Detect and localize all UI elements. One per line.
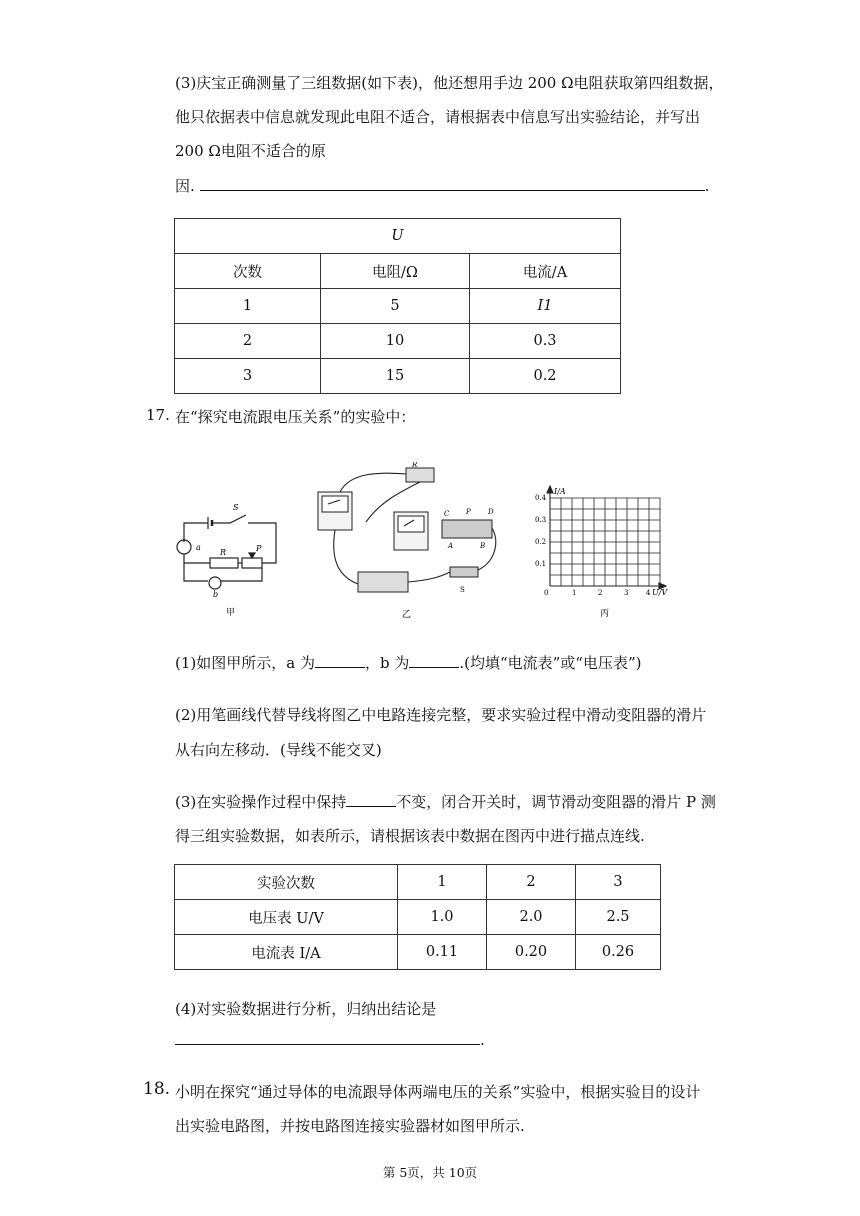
label-s: S xyxy=(460,586,465,594)
table-cell: 2 xyxy=(175,324,321,359)
table-row-label: 电压表 U/V xyxy=(175,900,398,935)
q17-part1 xyxy=(175,652,642,673)
label-p: P xyxy=(466,508,471,516)
q16-part3-answer-line xyxy=(175,175,709,196)
table-col-header: 2 xyxy=(487,865,576,900)
x-tick-label: 1 xyxy=(572,589,577,597)
table-cell: 2.5 xyxy=(576,900,661,935)
question-number-17: 17. xyxy=(146,406,170,424)
q17-part4: (4)对实验数据进行分析，归纳出结论是 xyxy=(175,1000,437,1018)
blank-b[interactable] xyxy=(409,653,459,668)
q16-part3-line1: (3)庆宝正确测量了三组数据(如下表)，他还想用手边 200 Ω电阻获取第四组数据， xyxy=(175,74,724,92)
figure-label-jia: 甲 xyxy=(226,608,236,618)
table-cell: 2.0 xyxy=(487,900,576,935)
q18-line2: 出实验电路图，并按电路图连接实验器材如图甲所示. xyxy=(175,1117,525,1135)
q16-part3-line3: 200 Ω电阻不适合的原 xyxy=(175,142,326,160)
label-r: R xyxy=(220,548,227,557)
table-cell: 0.26 xyxy=(576,935,661,970)
q17-part1-text-c: .(均填“电流表”或“电压表”) xyxy=(459,654,642,672)
table-header-u: U xyxy=(175,219,621,254)
x-tick-label: 3 xyxy=(624,589,629,597)
conclusion-end: . xyxy=(480,1031,485,1049)
label-p: P xyxy=(256,544,262,553)
x-tick-label: 2 xyxy=(598,589,603,597)
table-col-header: 1 xyxy=(398,865,487,900)
blank-a[interactable] xyxy=(315,653,365,668)
y-tick-label: 0.2 xyxy=(535,538,547,546)
label-s: S xyxy=(233,503,239,512)
label-r: R xyxy=(412,462,418,469)
q17-part4-answer-line xyxy=(175,1030,485,1049)
label-a-terminal: A xyxy=(448,542,454,550)
table-cell: 10 xyxy=(321,324,470,359)
y-tick-label: 0.4 xyxy=(535,494,547,502)
blank-constant[interactable] xyxy=(346,792,396,807)
resistance-current-table xyxy=(174,218,621,394)
table-cell: 5 xyxy=(321,289,470,324)
q17-part1-text-b: ，b 为 xyxy=(364,654,410,672)
q17-part1-text-a: (1)如图甲所示，a 为 xyxy=(175,654,315,672)
y-tick-label: 0.1 xyxy=(535,560,547,568)
label-d: D xyxy=(488,508,494,516)
x-tick-label: 0 xyxy=(544,589,549,597)
q17-part2-line1: (2)用笔画线代替导线将图乙中电路连接完整，要求实验过程中滑动变阻器的滑片 xyxy=(175,706,707,724)
q17-part3-text-a: (3)在实验操作过程中保持 xyxy=(175,793,347,811)
label-b: b xyxy=(213,590,219,599)
q18-line1: 小明在探究“通过导体的电流跟导体两端电压的关系”实验中，根据实验目的设计 xyxy=(175,1083,701,1101)
table-col-header: 3 xyxy=(576,865,661,900)
table-cell: 0.3 xyxy=(470,324,621,359)
table-cell: 1.0 xyxy=(398,900,487,935)
circuit-diagram-jia xyxy=(170,495,280,620)
apparatus-figure-yi xyxy=(310,462,510,620)
table-row-label: 电流表 I/A xyxy=(175,935,398,970)
table-cell: 3 xyxy=(175,359,321,394)
table-col-header: 实验次数 xyxy=(175,865,398,900)
q17-part3-line2: 得三组实验数据，如表所示，请根据该表中数据在图丙中进行描点连线. xyxy=(175,827,645,845)
q17-part3-text-b: 不变，闭合开关时，调节滑动变阻器的滑片 P 测 xyxy=(396,793,716,811)
label-b-terminal: B xyxy=(480,542,486,550)
question-number-18: 18. xyxy=(143,1079,171,1099)
voltage-current-table xyxy=(174,864,661,970)
q17-stem: 在“探究电流跟电压关系”的实验中： xyxy=(175,408,416,426)
q16-part3-line2: 他只依据表中信息就发现此电阻不适合，请根据表中信息写出实验结论，并写出 xyxy=(175,108,701,126)
label-c: C xyxy=(444,510,450,518)
q17-part2-line2: 从右向左移动．(导线不能交叉) xyxy=(175,741,382,759)
figure-label-yi: 乙 xyxy=(402,610,412,620)
label-a: a xyxy=(196,543,201,552)
x-tick-label: 4 xyxy=(646,589,651,597)
x-axis-label: U/V xyxy=(652,588,668,597)
answer-blank[interactable] xyxy=(200,176,705,191)
table-cell: 0.20 xyxy=(487,935,576,970)
q17-part3-line1 xyxy=(175,791,716,812)
graph-bing xyxy=(530,482,680,622)
table-col-header: 电流/A xyxy=(470,254,621,289)
answer-prefix: 因. xyxy=(175,177,195,195)
table-cell: 0.11 xyxy=(398,935,487,970)
answer-suffix: . xyxy=(704,177,710,195)
table-col-header: 电阻/Ω xyxy=(321,254,470,289)
y-tick-label: 0.3 xyxy=(535,516,547,524)
table-cell: 0.2 xyxy=(470,359,621,394)
page-footer: 第 5页，共 10页 xyxy=(382,1165,478,1180)
table-col-header: 次数 xyxy=(175,254,321,289)
y-axis-label: I/A xyxy=(554,487,566,496)
table-cell: 1 xyxy=(175,289,321,324)
conclusion-blank[interactable] xyxy=(175,1030,480,1045)
figure-label-bing: 丙 xyxy=(600,609,610,619)
table-cell: 15 xyxy=(321,359,470,394)
table-cell: I1 xyxy=(470,289,621,324)
